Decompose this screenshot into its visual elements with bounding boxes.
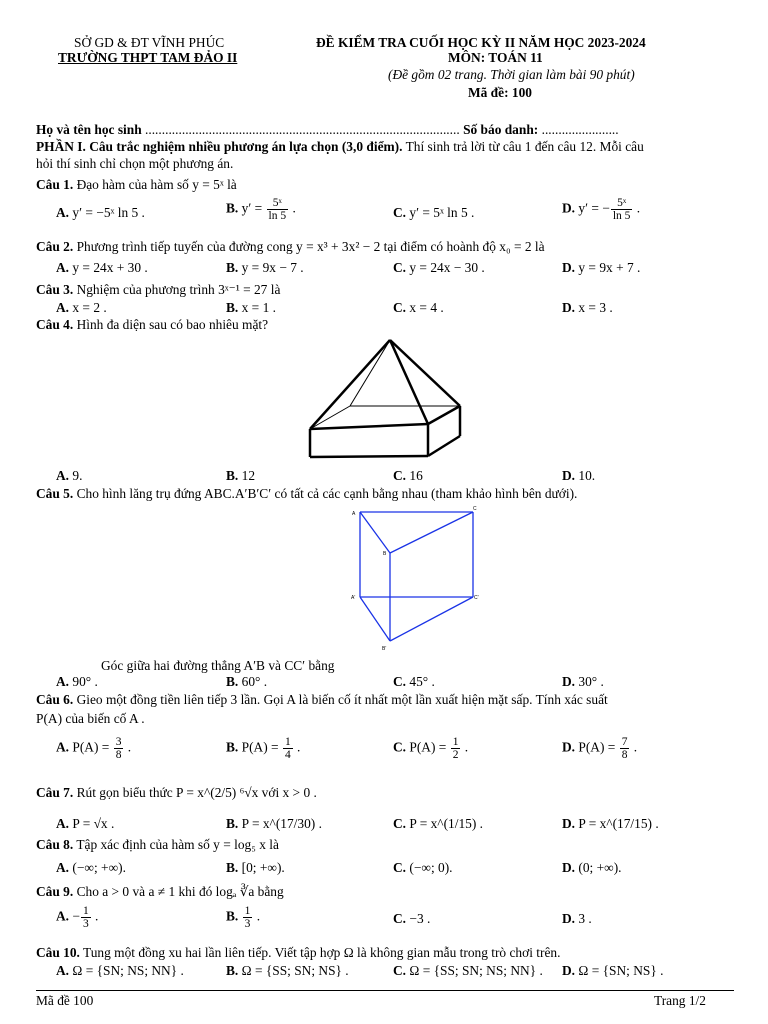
q2-option-a[interactable]: A. y = 24x + 30 . (56, 260, 148, 275)
q8-option-b[interactable]: B. [0; +∞). (226, 860, 285, 875)
question-10: Câu 10. Tung một đồng xu hai lần liên tiếp. Viết tập hợp Ω là không gian mẫu trong trò chơi trên. (36, 945, 561, 960)
question-4: Câu 4. Hình đa diện sau có bao nhiêu mặt? (36, 317, 269, 332)
q3-option-d[interactable]: D. x = 3 . (562, 300, 613, 315)
q3-option-b[interactable]: B. x = 1 . (226, 300, 276, 315)
q7-option-c[interactable]: C. P = x^(1/15) . (393, 816, 483, 831)
exam-note: (Đề gồm 02 trang. Thời gian làm bài 90 phút) (388, 67, 635, 82)
part1-instr1: Thí sinh trả lời từ câu 1 đến câu 12. Mỗi câu (402, 139, 644, 154)
q6-option-d[interactable]: D. P(A) = $\frac{7}{8}$ . (562, 736, 638, 762)
q10-option-b[interactable]: B. Ω = {SS; SN; NS} . (226, 963, 349, 978)
question-7: Câu 7. Rút gọn biểu thức P = x^(2/5) ⁶√x với x > 0 . (36, 785, 317, 800)
q2-option-c[interactable]: C. y = 24x − 30 . (393, 260, 485, 275)
q6-option-b[interactable]: B. P(A) = $\frac{1}{4}$ . (226, 736, 301, 762)
q2-options (0, 260, 768, 278)
q5-option-a[interactable]: A. 90° . (56, 674, 98, 689)
exam-code: Mã đề: 100 (468, 85, 532, 100)
q6-option-c[interactable]: C. P(A) = $\frac{1}{2}$ . (393, 736, 469, 762)
q10-option-d[interactable]: D. Ω = {SN; NS} . (562, 963, 664, 978)
question-9: Câu 9. Cho a > 0 và a ≠ 1 khi đó logₐ ∛a bằng (36, 884, 284, 899)
q8-option-d[interactable]: D. (0; +∞). (562, 860, 622, 875)
q7-option-a[interactable]: A. P = √x . (56, 816, 115, 831)
q1-option-b[interactable]: B. y′ = $\frac{\text{5ˣ}}{\ln 5}$ . (226, 197, 296, 223)
q9-options (0, 905, 768, 931)
q2-option-b[interactable]: B. y = 9x − 7 . (226, 260, 304, 275)
dept-name: SỞ GD & ĐT VĨNH PHÚC (74, 35, 225, 50)
question-5: Câu 5. Cho hình lăng trụ đứng ABC.A′B′C′ có tất cả các cạnh bằng nhau (tham khảo hình bên dưới). (36, 486, 578, 501)
vertex-label-c: C (473, 506, 477, 512)
school-name: TRƯỜNG THPT TAM ĐẢO II (58, 50, 238, 65)
q8-option-a[interactable]: A. (−∞; +∞). (56, 860, 126, 875)
name-label: Họ và tên học sinh (36, 122, 142, 137)
question-6: Câu 6. Gieo một đồng tiền liên tiếp 3 lần. Gọi A là biến cố ít nhất một lần xuất hiện mặt sấp. Tính xác suất (36, 692, 608, 707)
question-8: Câu 8. Tập xác định của hàm số y = log₅ x là (36, 837, 279, 852)
q6-option-a[interactable]: A. P(A) = $\frac{3}{8}$ . (56, 736, 132, 762)
q1-option-a[interactable]: A. y′ = −5ˣ ln 5 . (56, 205, 145, 220)
vertex-label-c1: C' (474, 595, 479, 601)
vertex-label-b1: B' (382, 646, 387, 652)
q5-option-c[interactable]: C. 45° . (393, 674, 435, 689)
subject: MÔN: TOÁN 11 (448, 50, 543, 65)
id-label: Số báo danh: (463, 122, 539, 137)
q6-options (0, 736, 768, 762)
vertex-label-a: A (352, 511, 356, 517)
q7-option-d[interactable]: D. P = x^(17/15) . (562, 816, 659, 831)
q5-option-b[interactable]: B. 60° . (226, 674, 268, 689)
question-2: Câu 2. Phương trình tiếp tuyến của đường cong y = x³ + 3x² − 2 tại điểm có hoành độ x₀ = 2 là (36, 239, 545, 254)
footer-divider (36, 990, 734, 991)
q4-options (0, 468, 768, 486)
question-1 (36, 177, 237, 193)
q8-options (0, 860, 768, 878)
q4-option-b[interactable]: B. 12 (226, 468, 256, 483)
polyhedron-figure (300, 334, 470, 464)
q5-subquestion: Góc giữa hai đường thẳng A′B và CC′ bằng (101, 658, 335, 673)
q4-option-a[interactable]: A. 9. (56, 468, 83, 483)
q2-option-d[interactable]: D. y = 9x + 7 . (562, 260, 641, 275)
q9-option-a[interactable]: A. − $\frac{1}{3}$ . (56, 905, 99, 931)
prism-figure (348, 504, 484, 652)
question-3: Câu 3. Nghiệm của phương trình 3ˣ⁻¹ = 27 là (36, 282, 281, 297)
q9-option-d[interactable]: D. 3 . (562, 911, 592, 926)
q3-option-a[interactable]: A. x = 2 . (56, 300, 107, 315)
exam-title: ĐỀ KIỂM TRA CUỐI HỌC KỲ II NĂM HỌC 2023-2024 (316, 35, 646, 50)
q8-option-c[interactable]: C. (−∞; 0). (393, 860, 453, 875)
q10-options (0, 963, 768, 981)
id-field: ....................... (541, 122, 619, 137)
q10-option-c[interactable]: C. Ω = {SS; SN; NS; NN} . (393, 963, 543, 978)
question-text: Đạo hàm của hàm số y = 5ˣ là (73, 177, 237, 192)
q4-option-d[interactable]: D. 10. (562, 468, 596, 483)
question-number: Câu 1. (36, 177, 74, 192)
q1-option-d[interactable]: D. y′ = − $\frac{\text{5ˣ}}{\ln 5}$ . (562, 197, 641, 223)
footer-page: Trang 1/2 (654, 993, 706, 1008)
q4-option-c[interactable]: C. 16 (393, 468, 423, 483)
q7-options (0, 816, 768, 834)
q5-option-d[interactable]: D. 30° . (562, 674, 604, 689)
q7-option-b[interactable]: B. P = x^(17/30) . (226, 816, 322, 831)
q9-option-b[interactable]: B. $\frac{1}{3}$ . (226, 905, 261, 931)
vertex-label-a1: A' (351, 595, 356, 601)
vertex-label-b: B (383, 551, 387, 557)
q1-option-c[interactable]: C. y′ = 5ˣ ln 5 . (393, 205, 475, 220)
name-field: .............................................................................................. (145, 122, 460, 137)
q1-options (0, 197, 768, 223)
q3-option-c[interactable]: C. x = 4 . (393, 300, 444, 315)
question-6-line2: P(A) của biến cố A . (36, 711, 145, 726)
q3-options (0, 300, 768, 318)
part1-line1 (36, 139, 644, 155)
q5-options (0, 674, 768, 692)
part1-instr2: hỏi thí sinh chỉ chọn một phương án. (36, 156, 234, 171)
q9-option-c[interactable]: C. −3 . (393, 911, 431, 926)
q10-option-a[interactable]: A. Ω = {SN; NS; NN} . (56, 963, 184, 978)
part1-heading: PHẦN I. Câu trắc nghiệm nhiều phương án lựa chọn (3,0 điểm). (36, 139, 403, 154)
footer-code: Mã đề 100 (36, 993, 94, 1008)
student-line (36, 122, 619, 138)
